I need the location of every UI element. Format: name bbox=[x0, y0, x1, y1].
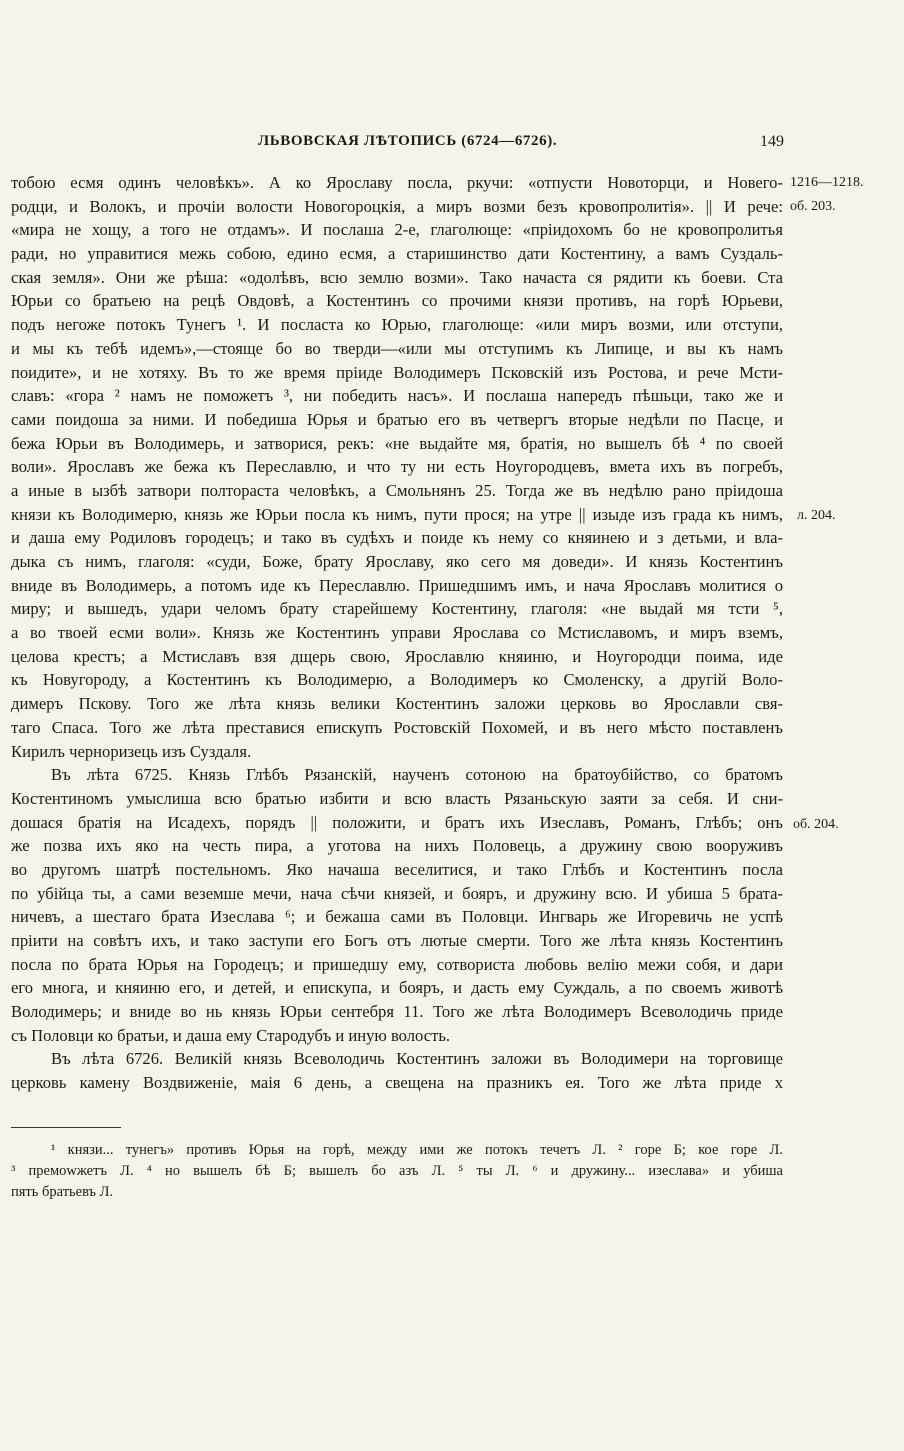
text-line: миру; и вышедъ, удари челомъ брату старейшему Костентину, глаголя: «не выдай мя тсти ⁵, bbox=[11, 599, 783, 619]
running-title: ЛЬВОВСКАЯ ЛѢТОПИСЬ (6724—6726). bbox=[258, 133, 558, 149]
text-line: посла по брата Юрья на Городецъ; и пришедшу ему, сотвориста любовь велію межи собя, и дари bbox=[11, 954, 783, 974]
text-line: во другомъ шатрѣ постельномъ. Яко начаша веселитися, и тако Глѣбъ и Костентинъ посла bbox=[11, 859, 783, 879]
text-line: съ Половци ко братьи, и даша ему Стародубъ и иную волость. bbox=[11, 1025, 451, 1045]
text-line: Володимерь; и вниде во нь князь Юрьи сентебря 11. Того же лѣта Володимеръ Всеволодичь приде bbox=[11, 1002, 783, 1022]
paragraph-start: Въ лѣта 6726. Великій князь Всеволодичь Костентинъ заложи въ Володимери на торговище bbox=[51, 1049, 783, 1069]
text-line: таго Спаса. Того же лѣта преставися епискупъ Ростовскій Похомей, и въ него мѣсто поставленъ bbox=[11, 717, 783, 737]
text-line: дошася братія на Исадехъ, порядъ || положити, и братъ ихъ Изеславъ, Романъ, Глѣбъ; онъ bbox=[11, 812, 783, 832]
text-line: ская земля». Они же рѣша: «одолѣвъ, всю землю возми». Тако начаста ся рядити къ боеви. Ста bbox=[11, 267, 783, 287]
text-line: бежа Юрьи въ Володимерь, и затворися, рекъ: «не выдайте мя, братія, но вышелъ бѣ ⁴ по своей bbox=[11, 433, 783, 453]
footnote-line: ³ премowжетъ Л. ⁴ но вышелъ бѣ Б; вышелъ бо азъ Л. ⁵ ты Л. ⁶ и дружину... изеслава» и убиша bbox=[11, 1163, 783, 1179]
text-line: ради, но управитися межь собою, едино есмя, а старишинство дати Костентину, а вамъ Суздаль- bbox=[11, 244, 783, 264]
text-line: воли». Ярославъ же бежа къ Переславлю, и что ту ни есть Ноугородцевъ, вмета ихъ въ погребъ, bbox=[11, 457, 783, 477]
text-line: тобою есмя одинъ человѣкъ». А ко Ярославу посла, ркучи: «отпусти Новоторци, и Новего- bbox=[11, 173, 783, 192]
text-line: пріити на совѣтъ ихъ, и тако заступи его Богъ отъ лютые смерти. Того же лѣта князь Костентинъ bbox=[11, 931, 783, 950]
text-line: а во твоей есми воли». Князь же Костентинъ управи Ярослава со Мстиславомъ, и миръ вземъ, bbox=[11, 623, 783, 643]
margin-years: 1216—1218. bbox=[790, 175, 864, 190]
text-line: Юрьи со братьею на рецѣ Овдовѣ, а Костентинъ со прочими князи противъ, на горѣ Юрьеви, bbox=[11, 291, 783, 311]
footnote-line: пять братьевъ Л. bbox=[11, 1184, 114, 1200]
text-line: сами поидоша за ними. И победиша Юрья и братью его въ четвергъ вторые недѣли по Пасце, и bbox=[11, 409, 783, 429]
margin-folio-l204: л. 204. bbox=[797, 508, 836, 523]
footnote-line: ¹ князи... тунегъ» противъ Юрья на горѣ, между ими же потокъ течетъ Л. ² горе Б; кое горе Л. bbox=[51, 1142, 783, 1158]
page-number: 149 bbox=[760, 133, 784, 150]
main-text bbox=[11, 171, 783, 1095]
text-line: славъ: «гора ² намъ не поможетъ ³, ни победить насъ». И послаша напередъ пѣшьци, тако же и bbox=[11, 386, 783, 406]
paragraph-start: Въ лѣта 6725. Князь Глѣбъ Рязанскій, наученъ сотоною на братоубійство, со братомъ bbox=[51, 765, 783, 785]
text-line: «мира не хощу, а того не отдамъ». И послаша 2-е, глаголюще: «пріидохомъ бо не кровопролитья bbox=[11, 220, 783, 240]
text-line: подъ негоже потокъ Тунегъ ¹. И посласта ко Юрью, глаголюще: «или миръ возми, или отступи, bbox=[11, 315, 783, 335]
text-line: дыка съ нимъ, глаголя: «суди, Боже, брату Ярославу, яко сего мя доведи». И князь Костентинъ bbox=[11, 552, 783, 571]
text-line: вниде въ Володимерь, а потомъ иде къ Переславлю. Пришедшимъ имъ, и нача Ярославъ молитися о bbox=[11, 575, 783, 595]
text-line: и даша ему Родиловъ городецъ; и тако въ судѣхъ и поиде къ нему со княинею и з детьми, и вла- bbox=[11, 528, 783, 548]
text-line: его многа, и княиню его, и детей, и епискупа, и бояръ, и дасть ему Суждаль, а по своемъ животѣ bbox=[11, 978, 783, 998]
text-line: къ Новугороду, а Костентинъ къ Володимерю, а Володимеръ ко Смоленску, а другій Воло- bbox=[11, 670, 783, 690]
margin-folio-ob203: об. 203. bbox=[790, 199, 836, 214]
text-line: же позва ихъ яко на честь пира, а уготова на нихъ Половець, а дружину свою вооруживъ bbox=[11, 836, 783, 856]
text-line: князи къ Володимерю, князь же Юрьи посла къ нимъ, пути прося; на утре || изыде изъ града къ нимъ, bbox=[11, 504, 783, 524]
footnotes bbox=[11, 1140, 783, 1203]
text-line: ничевъ, а шестаго брата Изеслава ⁶; и бежаша сами въ Половци. Ингварь же Игоревичь не успѣ bbox=[11, 907, 783, 927]
text-line: поидите», и не хотяху. Въ то же время пріиде Володимеръ Псковскій изъ Ростова, и рече Мсти- bbox=[11, 362, 783, 382]
text-line: Костентиномъ умыслиша всю братью избити и всю власть Рязаньскую заяти за себя. И сни- bbox=[11, 788, 783, 808]
footnote-rule bbox=[11, 1127, 121, 1128]
running-header bbox=[0, 133, 904, 153]
text-line: церковь камену Воздвиженіе, маія 6 день, а свещена на празникъ ея. Того же лѣта приде х bbox=[11, 1073, 783, 1093]
text-line: по убійца ты, а сами веземше мечи, нача сѣчи князей, и бояръ, и дружину всю. И убиша 5 брата- bbox=[11, 883, 783, 903]
text-line: целова крестъ; а Мстиславъ взя дщерь свою, Ярославлю княиню, и Ноугородци поима, иде bbox=[11, 646, 783, 666]
text-line: и мы къ тебѣ идемъ»,—стояще бо во тверди—«или мы отступимъ къ Липице, и вы къ намъ bbox=[11, 338, 783, 358]
text-line: родци, и Волокъ, и прочіи волости Новогороцкія, а миръ возми безъ кровопролитія». || И рече: bbox=[11, 196, 783, 216]
text-line: димеръ Пскову. Того же лѣта князь велики Костентинъ заложи церковь во Ярославли свя- bbox=[11, 694, 783, 714]
text-line: а иные в ызбѣ затвори полтораста человѣкъ, а Смольнянъ 25. Тогда же въ недѣлю рано пріидоша bbox=[11, 480, 783, 500]
text-line: Кирилъ черноризець изъ Суздаля. bbox=[11, 741, 252, 761]
margin-folio-ob204: об. 204. bbox=[793, 817, 839, 832]
